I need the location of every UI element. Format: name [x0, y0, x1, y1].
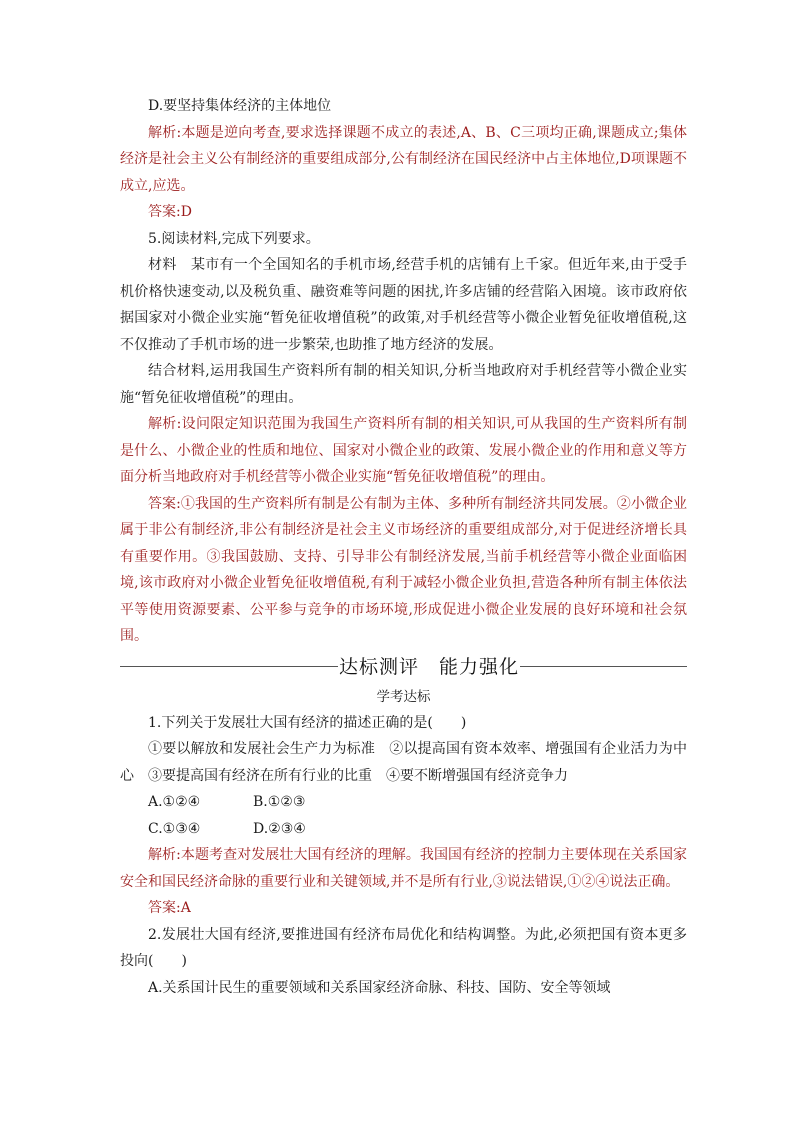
q1-option-d: D.②③④ — [253, 820, 306, 837]
section-rule-right — [520, 666, 687, 667]
section-rule-left — [120, 666, 338, 667]
q1-analysis — [120, 842, 687, 895]
section-header — [120, 652, 687, 682]
q5-analysis — [120, 411, 687, 491]
prev-option-d: D.要坚持集体经济的主体地位 — [148, 98, 332, 114]
answer-label: 答案: — [148, 495, 181, 512]
q5-task: 结合材料,运用我国生产资料所有制的相关知识,分析当地政府对手机经营等小微企业实施“暂免征收增值税”的理由。 — [120, 363, 687, 406]
answer-text: A — [180, 900, 191, 916]
q1-statements: ①要以解放和发展社会生产力为标准 ②以提高国有资本效率、增强国有企业活力为中心 ③要提高国有经济在所有行业的比重 ④要不断增强国有经济竞争力 — [120, 741, 687, 784]
q5-material: 材料 某市有一个全国知名的手机市场,经营手机的店铺有上千家。但近年来,由于受手机价格快速变动,以及税负重、融资难等问题的困扰,许多店铺的经营陷入困境。该市政府依据国家对小微企业实施“暂免征收增值税”的政策,对手机经营等小微企业暂免征收增值税,这不仅推动了手机市场的进一步繁荣,也助推了地方经济的发展。 — [120, 257, 687, 353]
q1-option-b: B.①②③ — [253, 794, 306, 810]
answer-text: ①我国的生产资料所有制是公有制为主体、多种所有制经济共同发展。②小微企业属于非公有制经济,非公有制经济是社会主义市场经济的重要组成部分,对于促进经济增长具有重要作用。③我国鼓励、支持、引导非公有制经济发展,当前手机经营等小微企业面临困境,该市政府对小微企业暂免征收增值税,有利于减轻小微企业负担,营造各种所有制主体依法平等使用资源要素、公平参与竞争的市场环境,形成促进小微企业发展的良好环境和社会氛围。 — [120, 495, 688, 644]
q5-answer — [120, 491, 687, 650]
analysis-text: 本题考查对发展壮大国有经济的理解。我国国有经济的控制力主要体现在关系国家安全和国民经济命脉的重要行业和关键领域,并不是所有行业,③说法错误,①②④说法正确。 — [120, 847, 688, 890]
q5-stem: 5.阅读材料,完成下列要求。 — [148, 230, 320, 247]
section-title: 达标测评 能力强化 — [338, 655, 519, 678]
analysis-label: 解析: — [148, 847, 181, 863]
q1-option-c: C.①③④ — [148, 820, 201, 837]
analysis-text: 设问限定知识范围为我国生产资料所有制的相关知识,可从我国的生产资料所有制是什么、小微企业的性质和地位、国家对小微企业的政策、发展小微企业的作用和意义等方面分析当地政府对手机经营等小微企业实施“暂免征收增值税”的理由。 — [120, 416, 687, 485]
q1-options-row-1 — [148, 789, 687, 816]
q1-option-a: A.①②④ — [148, 794, 201, 810]
analysis-label: 解析: — [148, 416, 182, 432]
prev-answer — [120, 199, 687, 226]
analysis-text: 本题是逆向考查,要求选择课题不成立的表述,A、B、C三项均正确,课题成立;集体经济是社会主义公有制经济的重要组成部分,公有制经济在国民经济中占主体地位,D项课题不成立,应选。 — [120, 124, 687, 194]
answer-text: D — [180, 204, 192, 220]
section-subtitle: 学考达标 — [376, 688, 431, 705]
page-content — [120, 93, 687, 1001]
prev-analysis — [120, 120, 687, 200]
q1-answer — [120, 895, 687, 922]
q1-stem: 1.下列关于发展壮大国有经济的描述正确的是( ) — [148, 714, 467, 731]
analysis-label: 解析: — [148, 124, 182, 141]
q1-options-row-2 — [148, 816, 687, 843]
answer-label: 答案: — [148, 204, 181, 220]
q2-option-a: A.关系国计民生的重要领域和关系国家经济命脉、科技、国防、安全等领域 — [148, 979, 611, 996]
q2-stem: 2.发展壮大国有经济,要推进国有经济布局优化和结构调整。为此,必须把国有资本更多投向( ) — [120, 926, 687, 969]
answer-label: 答案: — [148, 900, 181, 916]
